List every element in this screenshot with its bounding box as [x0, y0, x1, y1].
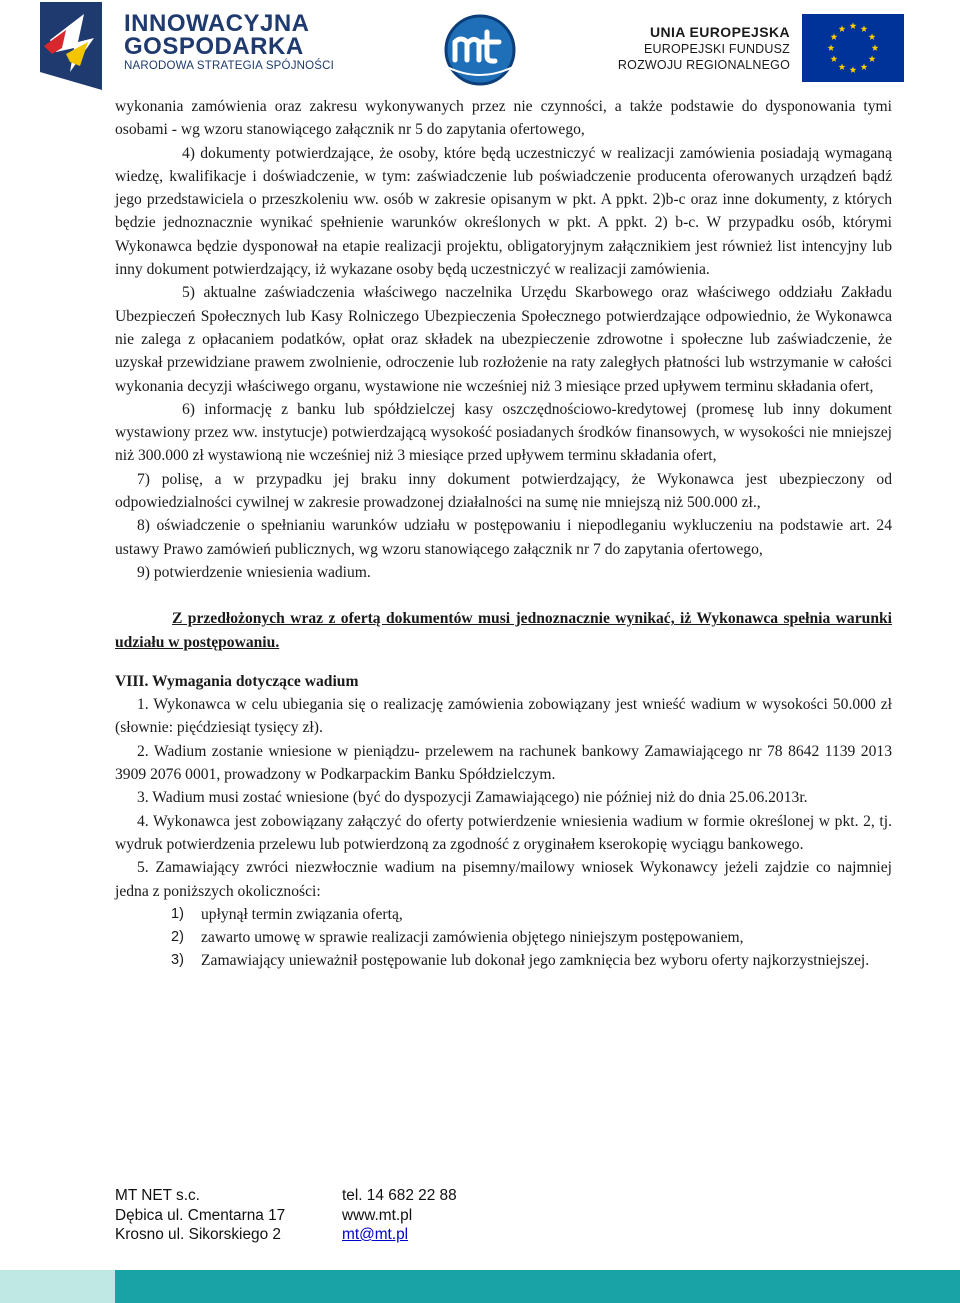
- item-8-statement: 8) oświadczenie o spełnianiu warunków udziału w postępowaniu i niepodleganiu wykluczeniu na podstawie art. 24 ustawy Prawo zamówień publicznych, wg wzoru stanowiącego załącznik nr 7 do zapytania ofertowego,: [115, 517, 892, 558]
- footer-phone: tel. 14 682 22 88: [342, 1187, 457, 1204]
- footer-email-link[interactable]: mt@mt.pl: [342, 1226, 409, 1243]
- list-item: 3) Zamawiający unieważnił postępowanie lub dokonał jego zamknięcia bez wyboru oferty najkorzystniejszej.: [171, 952, 870, 970]
- wadium-return-conditions: [115, 903, 892, 973]
- innowacyjna-gospodarka-logo: [40, 2, 102, 90]
- item-5-certificates: 5) aktualne zaświadczenia właściwego naczelnika Urzędu Skarbowego oraz właściwego oddziału Zakładu Ubezpieczeń Społecznych lub Kasy Rolniczego Ubezpieczenia Społecznego potwierdzające odpowiednio, że Wykonawca nie zalega z opłacaniem podatków, opłat oraz składek na ubezpieczenie zdrowotne i społeczne lub zaświadczenie, że uzyskał przewidziane prawem zwolnienie, odroczenie lub rozłożenie na raty zaległych płatności lub wstrzymanie w całości wykonania decyzji właściwego organu, wystawione nie wcześniej niż 3 miesiące przed upływem terminu składania ofert,: [115, 284, 892, 395]
- eu-flag: [802, 14, 904, 82]
- footer-bar: [0, 1270, 960, 1303]
- ig-line2: GOSPODARKA: [124, 33, 304, 60]
- spacer: [115, 584, 892, 607]
- wadium-item-2: 2. Wadium zostanie wniesione w pieniądzu- przelewem na rachunek bankowy Zamawiającego nr 78 8642 1139 2013 3909 2076 0001, prowadzony w Podkarpackim Banku Spółdzielczym.: [115, 742, 892, 784]
- item-4-documents: 4) dokumenty potwierdzające, że osoby, które będą uczestniczyć w realizacji zamówienia posiadają wymaganą wiedzę, kwalifikacje i doświadczenie, w tym: zaświadczenie lub poświadczenie producenta oferowanych urządzeń bądź jego przedstawiciela o przeszkoleniu ww. osób w zakresie opisanym w pkt. A ppkt. 2)b-c oraz inne dokumenty, z których będzie jednoznacznie wynikać spełnienie warunków określonych w pkt. A ppkt. 2) b-c. W przypadku osób, którymi Wykonawca będzie dysponował na etapie realizacji projektu, obligatoryjnym załącznikiem jest również list intencyjny lub inny dokument potwierdzający, iż wykazane osoby będą uczestniczyć w realizacji zamówienia.: [115, 144, 892, 279]
- item-9-deposit-proof: 9) potwierdzenie wniesienia wadium.: [137, 563, 371, 581]
- important-note: Z przedłożonych wraz z ofertą dokumentów musi jednoznacznie wynikać, iż Wykonawca spełnia warunki udziału w postępowaniu.: [115, 610, 892, 651]
- wadium-item-5: 5. Zamawiający zwróci niezwłocznie wadium na pisemny/mailowy wniosek Wykonawcy jeżeli zajdzie co najmniej jedna z poniższych okoliczności:: [115, 859, 892, 900]
- footer-company: MT NET s.c.: [115, 1187, 200, 1204]
- list-item: 2) zawarto umowę w sprawie realizacji zamówienia objętego niniejszym postępowaniem,: [171, 929, 744, 947]
- ig-line3: NARODOWA STRATEGIA SPÓJNOŚCI: [124, 60, 335, 72]
- section-heading-viii: VIII. Wymagania dotyczące wadium: [115, 672, 359, 690]
- list-item: 1) upłynął termin związania ofertą,: [171, 905, 403, 923]
- footer-bar-accent: [0, 1270, 115, 1303]
- footer-address-2: Krosno ul. Sikorskiego 2: [115, 1226, 281, 1243]
- footer-web: www.mt.pl: [342, 1206, 413, 1224]
- footer-address: [115, 1186, 335, 1245]
- wadium-item-1: 1. Wykonawca w celu ubiegania się o realizację zamówienia zobowiązany jest wnieść wadium w wysokości 50.000 zł (słownie: pięćdziesiąt tysięcy zł).: [115, 696, 892, 737]
- wadium-item-3: 3. Wadium musi zostać wniesione (być do dyspozycji Zamawiającego) nie później niż do dnia 25.06.2013r.: [137, 789, 808, 807]
- mt-net-logo: [441, 14, 519, 86]
- page-header: [0, 0, 960, 92]
- ue-line3: ROZWOJU REGIONALNEGO: [617, 58, 790, 72]
- ig-line1: INNOWACYJNA: [124, 10, 310, 37]
- footer-address-1: Dębica ul. Cmentarna 17: [115, 1206, 286, 1224]
- item-7-insurance: 7) polisę, a w przypadku jej braku inny dokument potwierdzający, że Wykonawca jest ubezpieczony od odpowiedzialności cywilnej w zakresie prowadzonej działalności na sumę nie mniejszą niż 500.000 zł.,: [115, 470, 892, 512]
- ue-line2: EUROPEJSKI FUNDUSZ: [644, 42, 790, 56]
- ue-line1: UNIA EUROPEJSKA: [649, 24, 790, 40]
- wadium-item-4: 4. Wykonawca jest zobowiązany załączyć do oferty potwierdzenie wniesienia wadium w formie określonej w pkt. 2, tj. wydruk potwierdzenia przelewu lub potwierdzoną za zgodność z oryginałem kserokopię wyciągu bankowego.: [115, 812, 892, 853]
- innowacyjna-gospodarka-wordmark: [124, 12, 334, 74]
- item-6-bank-info: 6) informację z banku lub spółdzielczej kasy oszczędnościowo-kredytowej (promesę lub inny dokument wystawiony przez ww. instytucje) potwierdzającą wysokość posiadanych środków finansowych, w wysokości nie mniejszej niż 300.000 zł wystawioną nie wcześniej niż 3 miesiące przed upływem terminu składania ofert,: [115, 400, 892, 465]
- paragraph-3-continued: wykonania zamówienia oraz zakresu wykonywanych przez nie czynności, a także podstawie do dysponowania tymi osobami - wg wzoru stanowiącego załącznik nr 5 do zapytania ofertowego,: [115, 98, 892, 139]
- footer-contact: [342, 1186, 542, 1245]
- unia-europejska-wordmark: [600, 24, 790, 73]
- document-body: [115, 95, 892, 973]
